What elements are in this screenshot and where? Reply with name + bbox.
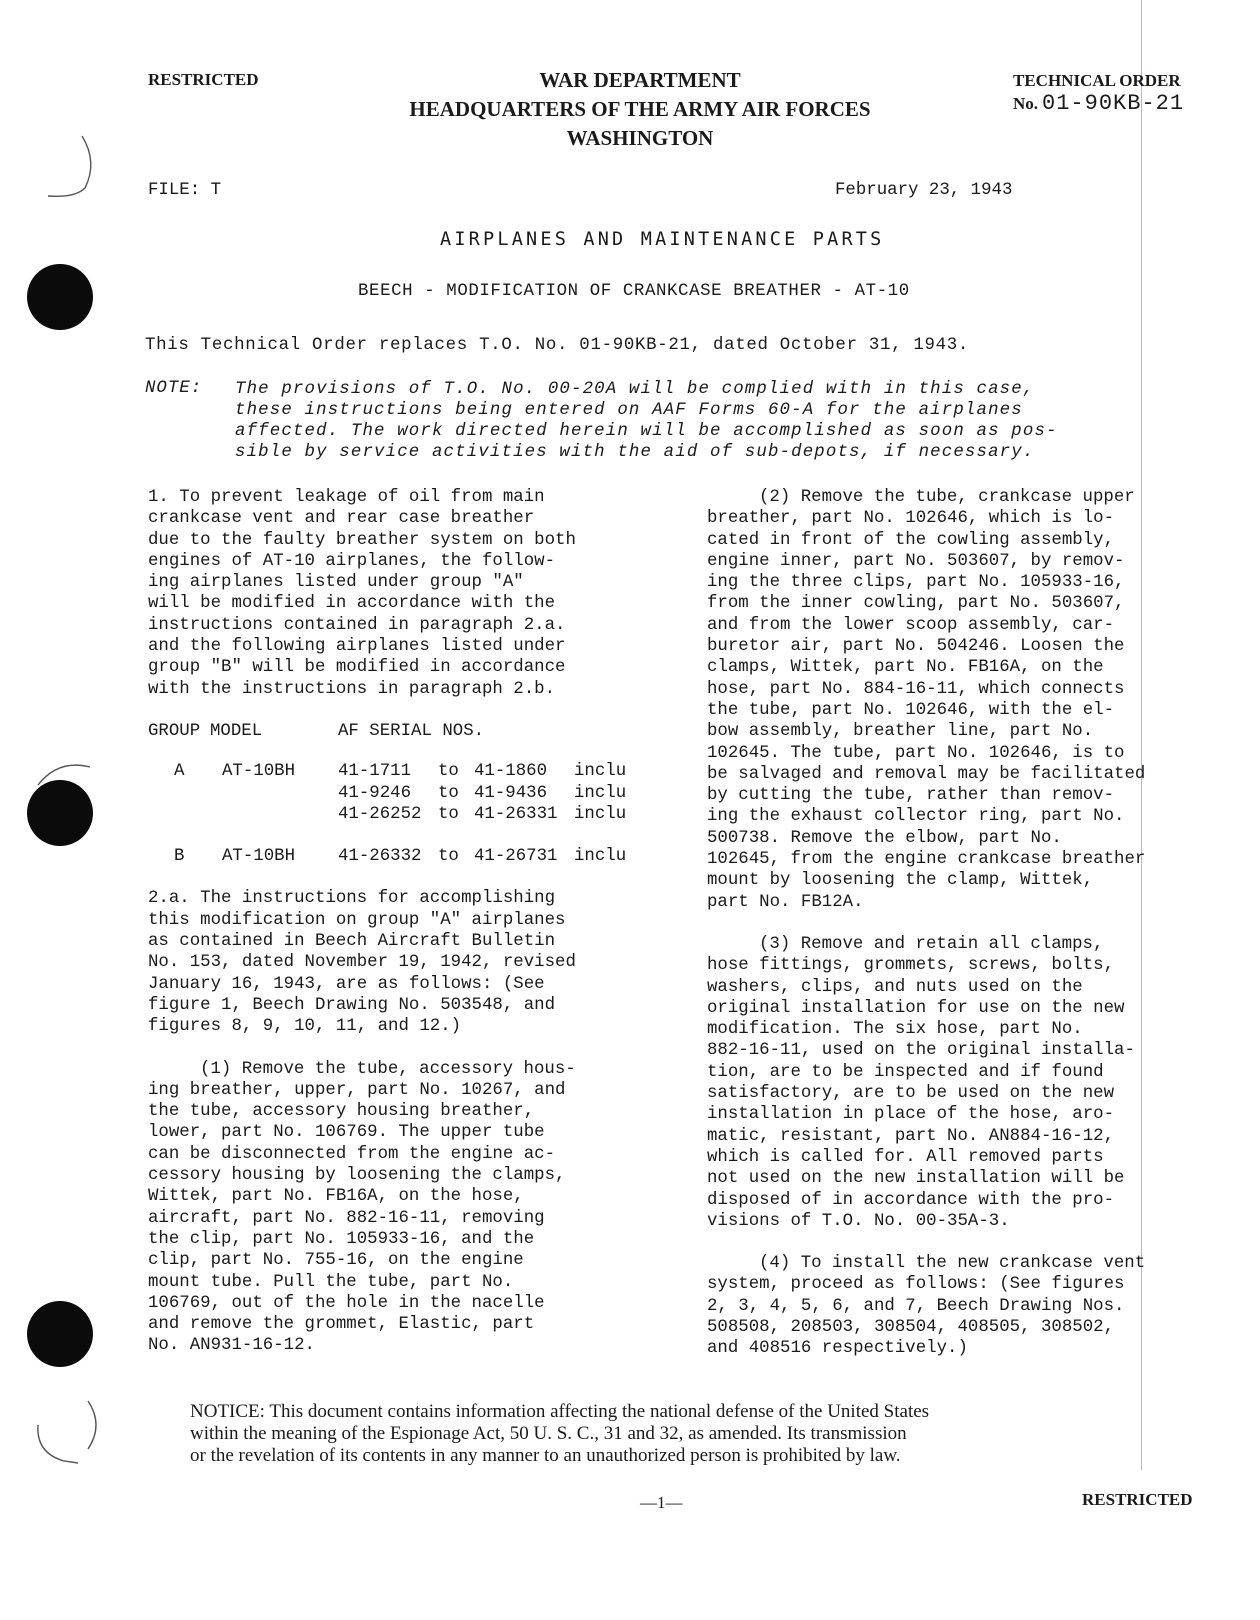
text-line: January 16, 1943, are as follows: (See [148,974,545,994]
note-label: NOTE: [145,379,203,398]
text-line: visions of T.O. No. 00-35A-3. [707,1211,1010,1231]
table-row [148,846,626,867]
step-1 [148,1059,658,1357]
cell-group [148,783,210,804]
agency-line-2: HEADQUARTERS OF THE ARMY AIR FORCES [409,97,871,121]
text-line: 102645, from the engine crankcase breather [707,850,1146,870]
text-line: cated in front of the cowling assembly, [707,530,1115,550]
text-line: 2, 3, 4, 5, 6, and 7, Beech Drawing Nos. [707,1296,1125,1316]
text-line: 102645. The tube, part No. 102646, is to [707,743,1125,763]
text-line: part No. FB12A. [707,892,864,912]
cell-inclusive: inclu [574,783,627,803]
cell-to-word: to [438,804,459,824]
text-line: 882-16-11, used on the original installa- [707,1041,1135,1061]
text-line: lower, part No. 106769. The upper tube [148,1123,545,1143]
page-number: —1— [640,1493,683,1512]
text-line: No. AN931-16-12. [148,1336,315,1356]
table-row [148,783,626,804]
text-line: figures 8, 9, 10, 11, and 12.) [148,1017,462,1037]
text-line: (1) Remove the tube, accessory hous- [200,1059,576,1079]
text-line: 508508, 208503, 308504, 408505, 308502, [707,1317,1115,1337]
text-line: clip, part No. 755-16, on the engine [148,1251,524,1271]
left-column [148,487,658,1357]
text-line: figure 1, Beech Drawing No. 503548, and [148,995,556,1015]
subject-line: BEECH - MODIFICATION OF CRANKCASE BREATHER - AT-10 [358,282,910,301]
agency-line-3: WASHINGTON [566,126,714,150]
cell-to-word: to [438,762,459,782]
cell-serial-from: 41-1711 [338,762,412,782]
text-line: engine inner, part No. 503607, by remov- [707,551,1125,571]
text-line: not used on the new installation will be [707,1169,1125,1189]
right-column [707,487,1217,1360]
text-line: (3) Remove and retain all clamps, [759,934,1104,954]
text-line: and remove the grommet, Elastic, part [148,1315,535,1335]
cell-inclusive: inclu [574,804,627,824]
text-line: which is called for. All removed parts [707,1147,1104,1167]
column-header-model: MODEL [210,721,263,741]
cell-serial-to: 41-1860 [474,762,548,782]
note-line: The provisions of T.O. No. 00-20A will be complied with in this case, [235,380,1035,399]
restricted-label-top: RESTRICTED [148,70,259,89]
text-line: be salvaged and removal may be facilitated [707,764,1146,784]
binder-hole-bottom [27,1301,93,1367]
cell-group [148,804,210,825]
text-line: the tube, part No. 102646, with the el- [707,700,1115,720]
serial-number-table [148,721,626,867]
text-line: by cutting the tube, rather than remov- [707,786,1115,806]
cell-serial-from: 41-26332 [338,847,422,867]
text-line: installation in place of the hose, aro- [707,1105,1115,1125]
note-line: sible by service activities with the aid of sub-depots, if necessary. [235,443,1035,462]
text-line: from the inner cowling, part No. 503607, [707,594,1125,614]
cell-to-word: to [438,847,459,867]
replaces-statement: This Technical Order replaces T.O. No. 01-90KB-21, dated October 31, 1943. [145,336,970,355]
cell-group: A [174,762,185,782]
hole-outline-mark-bottom [28,1395,108,1475]
step-4 [707,1253,1217,1359]
text-line: the clip, part No. 105933-16, and the [148,1229,535,1249]
text-line: breather, part No. 102646, which is lo- [707,509,1115,529]
agency-line-1: WAR DEPARTMENT [539,68,741,92]
text-line: group "B" will be modified in accordance [148,658,566,678]
text-line: No. 153, dated November 19, 1942, revised [148,953,576,973]
espionage-notice [190,1401,929,1467]
text-line: ing the three clips, part No. 105933-16, [707,573,1125,593]
table-header-row [148,721,626,742]
text-line: instructions contained in paragraph 2.a. [148,615,566,635]
restricted-label-bottom: RESTRICTED [1082,1490,1193,1509]
notice-line: or the revelation of its contents in any manner to an unauthorized person is prohibited by law. [190,1445,901,1466]
technical-order-label: TECHNICAL ORDER [1013,71,1181,90]
text-line: bow assembly, breather line, part No. [707,722,1094,742]
cell-model: AT-10BH [222,847,296,867]
hole-outline-mark-top [40,130,100,200]
note-body [235,379,1058,463]
text-line: 2.a. The instructions for accomplishing [148,889,556,909]
text-line: original installation for use on the new [707,998,1125,1018]
text-line: (2) Remove the tube, crankcase upper [759,488,1135,507]
text-line: hose, part No. 884-16-11, which connects [707,679,1125,699]
cell-model [210,783,338,804]
text-line: this modification on group "A" airplanes [148,910,566,930]
text-line: as contained in Beech Aircraft Bulletin [148,932,556,952]
note-line: affected. The work directed herein will be accomplished as soon as pos- [235,422,1058,441]
text-line: aircraft, part No. 882-16-11, removing [148,1208,545,1228]
text-line: cessory housing by loosening the clamps, [148,1166,566,1186]
cell-serial-to: 41-9436 [474,783,548,803]
column-header-serial: AF SERIAL NOS. [338,721,485,741]
cell-model: AT-10BH [222,762,296,782]
text-line: can be disconnected from the engine ac- [148,1144,556,1164]
file-label: FILE: T [148,181,222,200]
text-line: hose fittings, grommets, screws, bolts, [707,956,1115,976]
cell-inclusive: inclu [574,847,627,867]
text-line: and from the lower scoop assembly, car- [707,615,1115,635]
text-line: and the following airplanes listed under [148,637,566,657]
text-line: ing airplanes listed under group "A" [148,573,524,593]
binder-hole-top [27,264,93,330]
hole-outline-mark-middle [30,755,100,795]
text-line: disposed of in accordance with the pro- [707,1190,1115,1210]
text-line: will be modified in accordance with the [148,594,556,614]
text-line: matic, resistant, part No. AN884-16-12, [707,1126,1115,1146]
text-line: 500738. Remove the elbow, part No. [707,828,1062,848]
text-line: modification. The six hose, part No. [707,1020,1083,1040]
step-2 [707,487,1217,913]
section-title: AIRPLANES AND MAINTENANCE PARTS [440,229,885,250]
table-row [148,804,626,825]
cell-serial-to: 41-26331 [474,804,558,824]
text-line: 1. To prevent leakage of oil from main [148,488,545,507]
cell-serial-from: 41-9246 [338,783,412,803]
cell-serial-to: 41-26731 [474,847,558,867]
text-line: tion, are to be inspected and if found [707,1062,1104,1082]
text-line: due to the faulty breather system on both [148,530,576,550]
text-line: clamps, Wittek, part No. FB16A, on the [707,658,1104,678]
paragraph-1 [148,487,658,700]
table-row [148,761,626,782]
notice-line: NOTICE: This document contains information affecting the national defense of the United States [190,1401,930,1422]
text-line: crankcase vent and rear case breather [148,509,535,529]
technical-order-number [1013,91,1184,116]
notice-line: within the meaning of the Espionage Act, 50 U. S. C., 31 and 32, as amended. Its transmission [190,1423,907,1444]
text-line: with the instructions in paragraph 2.b. [148,679,556,699]
note-line: these instructions being entered on AAF Forms 60-A for the airplanes [235,401,1023,420]
technical-order-no-value: 01-90KB-21 [1042,91,1185,116]
text-line: satisfactory, are to be used on the new [707,1084,1115,1104]
text-line: 106769, out of the hole in the nacelle [148,1293,545,1313]
cell-serial-from: 41-26252 [338,804,422,824]
text-line: system, proceed as follows: (See figures [707,1275,1125,1295]
text-line: and 408516 respectively.) [707,1339,968,1359]
cell-model [210,804,338,825]
technical-order-no-prefix: No. [1013,94,1039,113]
step-3 [707,934,1217,1232]
text-line: mount tube. Pull the tube, part No. [148,1272,514,1292]
text-line: buretor air, part No. 504246. Loosen the [707,637,1125,657]
cell-to-word: to [438,783,459,803]
cell-inclusive: inclu [574,762,627,782]
paragraph-2a [148,888,658,1037]
text-line: Wittek, part No. FB16A, on the hose, [148,1187,524,1207]
text-line: washers, clips, and nuts used on the [707,977,1083,997]
text-line: ing the exhaust collector ring, part No. [707,807,1125,827]
text-line: the tube, accessory housing breather, [148,1102,535,1122]
text-line: mount by loosening the clamp, Wittek, [707,871,1094,891]
cell-group: B [174,847,185,867]
text-line: (4) To install the new crankcase vent [759,1254,1146,1274]
text-line: engines of AT-10 airplanes, the follow- [148,551,556,571]
document-date: February 23, 1943 [835,181,1013,200]
text-line: ing breather, upper, part No. 10267, and [148,1080,566,1100]
column-header-group: GROUP [148,721,201,741]
